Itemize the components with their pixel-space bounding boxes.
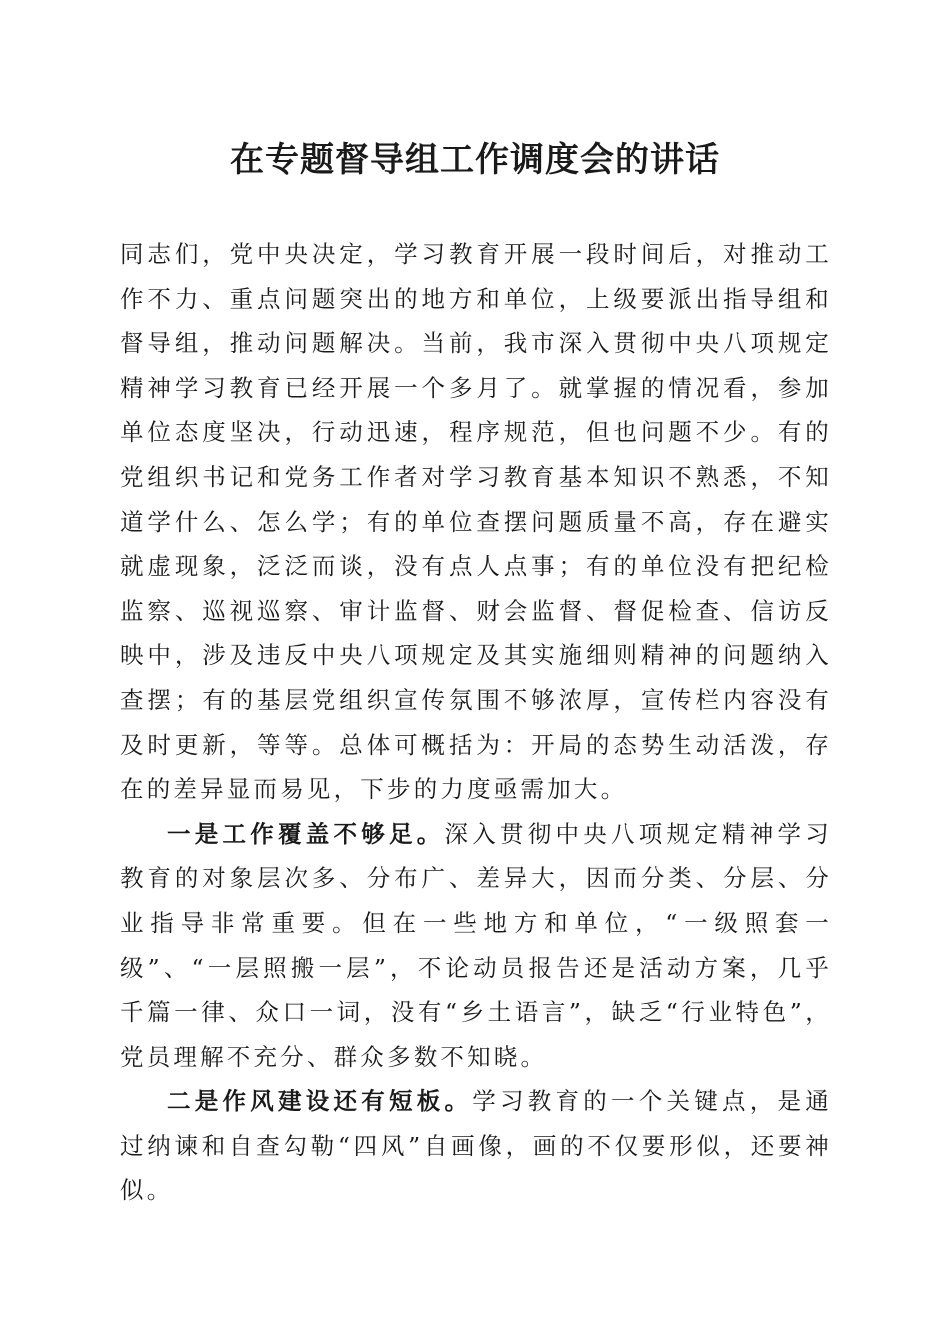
point-two-paragraph xyxy=(120,1079,832,1213)
point-one-lead: 一是工作覆盖不够足。 xyxy=(167,819,445,848)
intro-paragraph: 同志们，党中央决定，学习教育开展一段时间后，对推动工作不力、重点问题突出的地方和单位，上级要派出指导组和督导组，推动问题解决。当前，我市深入贯彻中央八项规定精神学习教育已经开展一个多月了。就掌握的情况看，参加单位态度坚决，行动迅速，程序规范，但也问题不少。有的党组织书记和党务工作者对学习教育基本知识不熟悉，不知道学什么、怎么学；有的单位查摆问题质量不高，存在避实就虚现象，泛泛而谈，没有点人点事；有的单位没有把纪检监察、巡视巡察、审计监督、财会监督、督促检查、信访反映中，涉及违反中央八项规定及其实施细则精神的问题纳入查摆；有的基层党组织宣传氛围不够浓厚，宣传栏内容没有及时更新，等等。总体可概括为：开局的态势生动活泼，存在的差异显而易见，下步的力度亟需加大。 xyxy=(120,240,832,804)
point-one-paragraph xyxy=(120,812,832,1080)
point-two-text: 学习教育的一个关键点，是通过纳谏和自查勾勒“四风”自画像，画的不仅要形似，还要神似。 xyxy=(120,1087,833,1205)
document-body xyxy=(120,232,832,1213)
document-title: 在专题督导组工作调度会的讲话 xyxy=(230,140,720,180)
point-two-lead: 二是作风建设还有短板。 xyxy=(167,1087,473,1116)
point-one-text: 深入贯彻中央八项规定精神学习教育的对象层次多、分布广、差异大，因而分类、分层、分业指导非常重要。但在一些地方和单位，“一级照套一级”、“一层照搬一层”，不论动员报告还是活动方案，几乎千篇一律、众口一词，没有“乡土语言”，缺乏“行业特色”，党员理解不充分、群众多数不知晓。 xyxy=(120,819,833,1071)
